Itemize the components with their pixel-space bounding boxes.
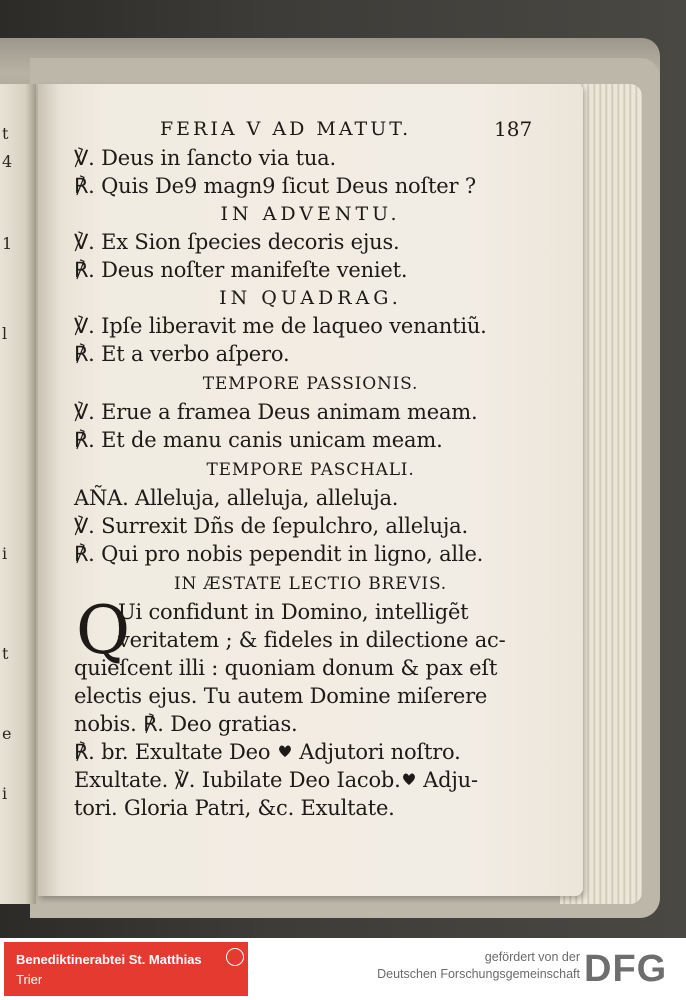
funding-line-1: gefördert von der: [484, 950, 580, 964]
left-margin-glyph: 1: [2, 234, 13, 253]
reading-line: Ui confidunt in Domino, intelligẽt: [118, 600, 469, 624]
response-text: Qui pro nobis pependit in ligno, alle.: [101, 542, 484, 566]
book-page: [38, 84, 583, 896]
page-text: [38, 84, 583, 896]
response-symbol: ℟.: [74, 342, 95, 366]
reading-line: quieſcent illi : quoniam donum & pax eſt: [74, 656, 498, 680]
response-symbol: ℟.: [143, 712, 164, 736]
responsory-line: tori. Gloria Patri, &c. Exultate.: [74, 796, 395, 820]
section-heading: TEMPORE PASCHALI.: [206, 460, 415, 480]
left-margin-glyph: e: [2, 724, 12, 743]
response-text: Deus noſter manifeſte veniet.: [101, 258, 408, 282]
response-line: [74, 540, 483, 568]
versicle-symbol: ℣.: [174, 768, 196, 792]
left-margin-glyph: l: [2, 324, 8, 343]
section-heading: IN QUADRAG.: [219, 287, 402, 309]
left-margin-glyph: 4: [2, 152, 13, 171]
versicle-symbol: ℣.: [74, 514, 95, 538]
versicle-symbol: ℣.: [74, 230, 95, 254]
abbey-emblem-icon: [226, 948, 244, 966]
footer-bar: [0, 938, 686, 1000]
response-line: [74, 340, 289, 368]
heart-icon: [277, 743, 293, 759]
response-symbol: ℟.: [74, 542, 95, 566]
verse-line: [74, 228, 400, 256]
reading-text: nobis.: [74, 712, 137, 736]
verse-text: Surrexit Dñs de ſepulchro, alleluja.: [101, 514, 468, 538]
response-symbol: ℟.: [74, 428, 95, 452]
drop-cap: Q: [76, 592, 131, 669]
page-number: 187: [494, 117, 533, 141]
reading-line: veritatem ; & fideles in dilectione ac-: [118, 628, 506, 652]
left-margin-glyph: i: [2, 544, 8, 563]
responsory-text: Exultate.: [74, 768, 169, 792]
verse-text: Ex Sion ſpecies decoris ejus.: [101, 230, 400, 254]
dfg-logo[interactable]: DFG: [584, 948, 668, 990]
responsory-text: Iubilate Deo Iacob.: [201, 768, 401, 792]
left-margin-glyph: t: [2, 644, 9, 663]
response-text: Et de manu canis unicam meam.: [101, 428, 443, 452]
antiphon-line: AÑA. Alleluja, alleluja, alleluja.: [74, 486, 399, 510]
institution-name: Benediktinerabtei St. Matthias: [16, 952, 202, 967]
verse-text: Erue a framea Deus animam meam.: [101, 400, 478, 424]
verse-line: [74, 144, 336, 172]
response-symbol: ℟.: [74, 174, 95, 198]
responsory-text: Adjutori noſtro.: [299, 740, 461, 764]
section-heading: IN ÆSTATE LECTIO BREVIS.: [173, 574, 447, 594]
funding-line-2: Deutschen Forschungsgemeinschaft: [377, 967, 580, 981]
response-text: Quis De9 magn9 ſicut Deus noſter ?: [101, 174, 476, 198]
left-margin-glyph: t: [2, 124, 9, 143]
verse-line: [74, 312, 487, 340]
response-text: Et a verbo aſpero.: [101, 342, 290, 366]
response-line: [74, 426, 443, 454]
versicle-symbol: ℣.: [74, 400, 95, 424]
left-page-edge: [0, 84, 36, 904]
left-margin-glyph: i: [2, 784, 8, 803]
heart-icon: [401, 771, 417, 787]
response-symbol: ℟.: [74, 740, 95, 764]
verse-line: [74, 512, 468, 540]
section-heading: IN ADVENTU.: [220, 203, 401, 225]
response-line: [74, 256, 407, 284]
institution-city: Trier: [16, 972, 43, 987]
running-title: FERIA V AD MATUT.: [160, 118, 412, 140]
responsory-text: Adju-: [423, 768, 478, 792]
versicle-symbol: ℣.: [74, 146, 95, 170]
responsory-line: [74, 738, 461, 766]
response-symbol: ℟.: [74, 258, 95, 282]
reading-text: Deo gratias.: [170, 712, 298, 736]
responsory-text: br. Exultate Deo: [101, 740, 271, 764]
section-heading: TEMPORE PASSIONIS.: [202, 374, 419, 394]
response-line: [74, 172, 476, 200]
institution-banner[interactable]: [4, 942, 248, 996]
versicle-symbol: ℣.: [74, 314, 95, 338]
responsory-line: [74, 766, 478, 794]
verse-text: Deus in ſancto via tua.: [101, 146, 336, 170]
reading-line: electis ejus. Tu autem Domine miſerere: [74, 684, 488, 708]
verse-text: Ipſe liberavit me de laqueo venantiũ.: [101, 314, 487, 338]
reading-line: [74, 710, 298, 738]
verse-line: [74, 398, 477, 426]
